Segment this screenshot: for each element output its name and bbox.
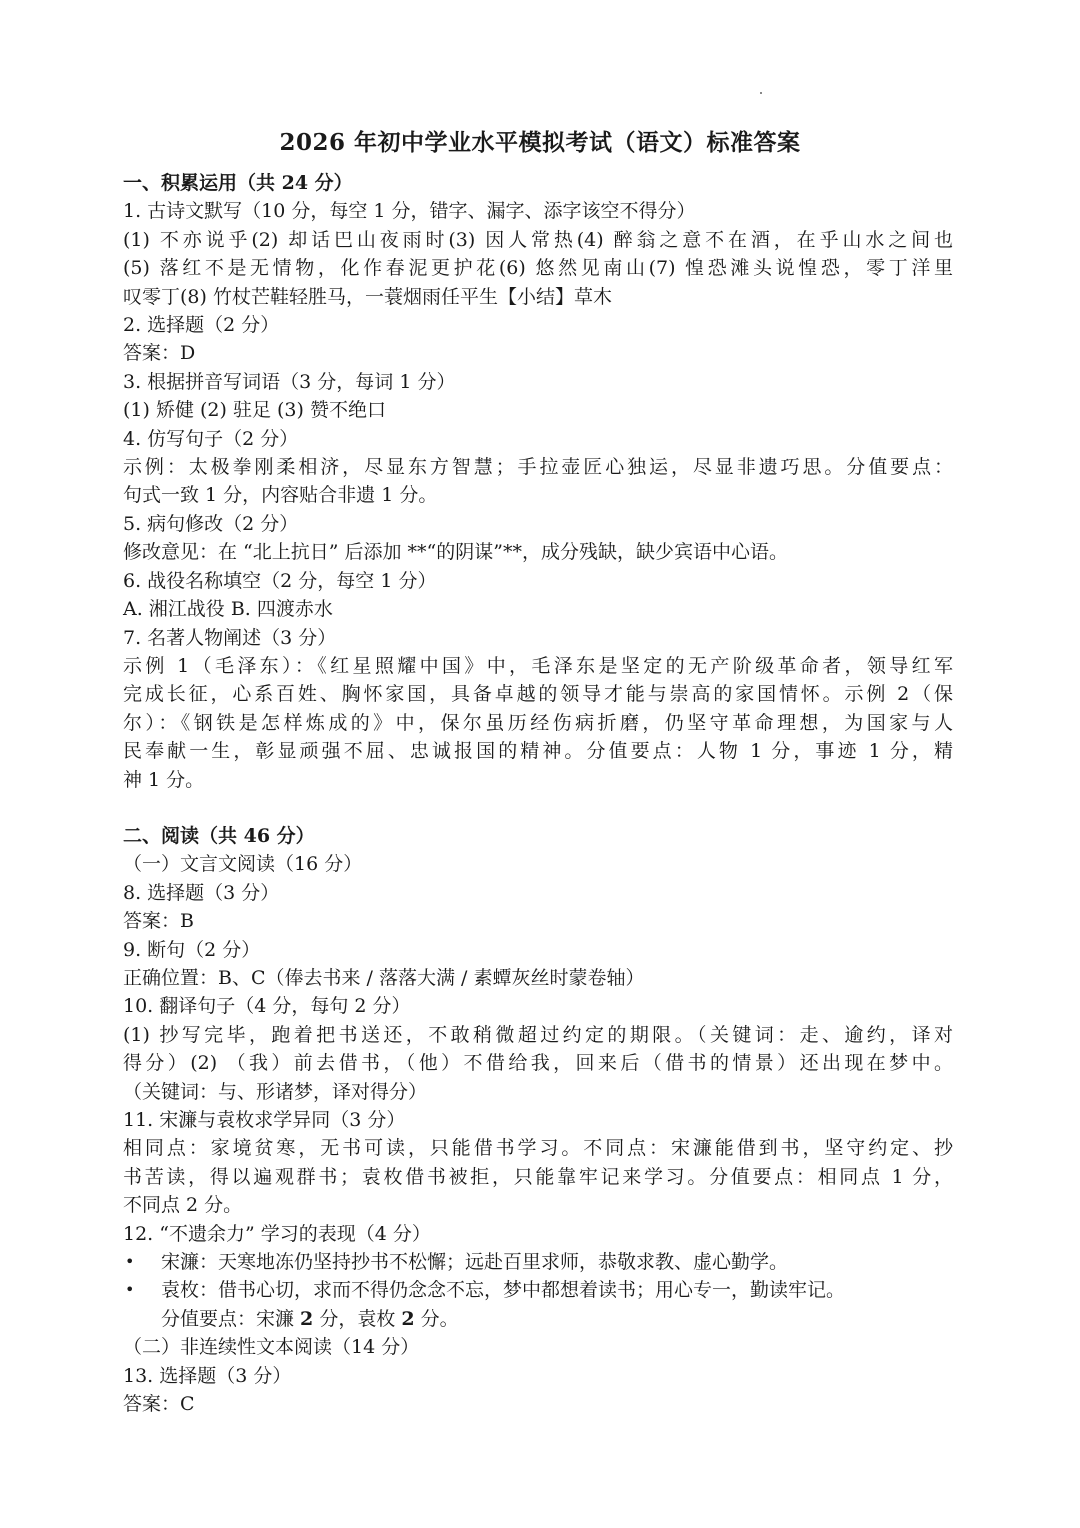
bullet-item [123,1248,953,1276]
score-number: 2 [401,1307,415,1330]
question-4-label: 4. 仿写句子（2 分） [123,427,299,450]
document-body [123,169,953,1418]
subsection-heading-2: （二）非连续性文本阅读（14 分） [123,1336,420,1359]
score-points-suffix: 分。 [414,1307,459,1330]
bullet-item [123,1276,953,1333]
question-7-answer-line: 尔）：《钢铁是怎样炼成的》中，保尔虽历经伤病折磨，仍坚守革命理想，为国家与人 [123,711,953,734]
section-spacer [123,794,953,822]
question-1-answer-line: (1) 不亦说乎(2) 却话巴山夜雨时(3) 因人常热(4) 醉翁之意不在酒，在乎山水之间也 [123,228,953,251]
question-11-answer-line: 书苦读，得以遍观群书；袁枚借书被拒，只能靠牢记来学习。分值要点：相同点 1 分， [123,1165,953,1188]
bullet-text-block [161,1276,953,1333]
question-11-answer-line: 相同点：家境贫寒，无书可读，只能借书学习。不同点：宋濂能借到书，坚守约定、抄 [123,1137,953,1160]
scan-speck [760,92,762,94]
question-11-label: 11. 宋濂与袁枚求学异同（3 分） [123,1109,406,1131]
question-13-answer: 答案：C [123,1393,195,1416]
bullet-text: 袁枚：借书心切，求而不得仍念念不忘，梦中都想着读书；用心专一，勤读牢记。 [161,1279,846,1302]
question-10-answer-line: 得分）(2) （我）前去借书，（他）不借给我，回来后（借书的情景）还出现在梦中。 [123,1052,953,1075]
bullet-icon: • [125,1252,135,1272]
question-7-answer-line: 民奉献一生，彰显顽强不屈、忠诚报国的精神。分值要点：人物 1 分，事迹 1 分，精 [123,740,953,763]
question-1-label: 1. 古诗文默写（10 分，每空 1 分，错字、漏字、添字该空不得分） [123,200,696,223]
question-4-answer-line: 句式一致 1 分，内容贴合非遗 1 分。 [123,484,438,507]
score-points-middle: 分，袁枚 [313,1307,402,1330]
question-11-answer-line: 不同点 2 分。 [123,1194,243,1217]
section-heading-1: 一、积累运用（共 24 分） [123,172,353,194]
question-2-label: 2. 选择题（2 分） [123,314,280,337]
document-title: 2026 年初中学业水平模拟考试（语文）标准答案 [279,129,801,156]
question-1-answer-line: (5) 落红不是无情物，化作春泥更护花(6) 悠然见南山(7) 惶恐滩头说惶恐，零丁洋里 [123,257,953,280]
score-points-prefix: 分值要点：宋濂 [161,1307,301,1330]
question-9-label: 9. 断句（2 分） [123,938,261,961]
question-6-label: 6. 战役名称填空（2 分，每空 1 分） [123,569,437,592]
question-10-label: 10. 翻译句子（4 分，每句 2 分） [123,995,411,1018]
question-7-answer-line: 神 1 分。 [123,768,205,791]
question-3-answer: (1) 矫健 (2) 驻足 (3) 赞不绝口 [123,399,386,422]
question-13-label: 13. 选择题（3 分） [123,1364,292,1387]
score-number: 2 [300,1307,314,1330]
bullet-icon: • [125,1280,135,1300]
question-7-answer-line: 示例 1（毛泽东）：《红星照耀中国》中，毛泽东是坚定的无产阶级革命者，领导红军 [123,654,953,677]
question-7-label: 7. 名著人物阐述（3 分） [123,626,337,649]
question-5-label: 5. 病句修改（2 分） [123,512,299,535]
question-6-answer: A. 湘江战役 B. 四渡赤水 [123,598,333,621]
question-9-answer: 正确位置：B、C（俸去书来 / 落落大满 / 素蟫灰丝时蒙卷轴） [123,966,645,989]
question-10-answer-line: （关键词：与、形诸梦，译对得分） [123,1080,428,1103]
question-10-answer-line: (1) 抄写完毕，跑着把书送还，不敢稍微超过约定的期限。（关键词：走、逾约，译对 [123,1023,953,1046]
question-12-label: 12. “不遗余力” 学习的表现（4 分） [123,1222,431,1245]
question-1-answer-line: 叹零丁(8) 竹杖芒鞋轻胜马，一蓑烟雨任平生【小结】草木 [123,285,612,308]
question-3-label: 3. 根据拼音写词语（3 分，每词 1 分） [123,370,456,393]
score-points-line [161,1305,953,1333]
question-5-answer: 修改意见：在 “北上抗日” 后添加 **“的阴谋”**，成分残缺，缺少宾语中心语。 [123,541,788,564]
question-8-answer: 答案：B [123,910,194,933]
section-heading-2: 二、阅读（共 46 分） [123,824,315,847]
question-8-label: 8. 选择题（3 分） [123,881,280,904]
question-2-answer: 答案：D [123,342,196,365]
bullet-text: 宋濂：天寒地冻仍坚持抄书不松懈；远赴百里求师，恭敬求教、虚心勤学。 [161,1251,789,1274]
question-7-answer-line: 完成长征，心系百姓、胸怀家国，具备卓越的领导才能与崇高的家国情怀。示例 2（保 [123,683,953,706]
subsection-heading-1: （一）文言文阅读（16 分） [123,853,363,876]
question-4-answer-line: 示例：太极拳刚柔相济，尽显东方智慧；手拉壶匠心独运，尽显非遗巧思。分值要点： [123,456,953,479]
